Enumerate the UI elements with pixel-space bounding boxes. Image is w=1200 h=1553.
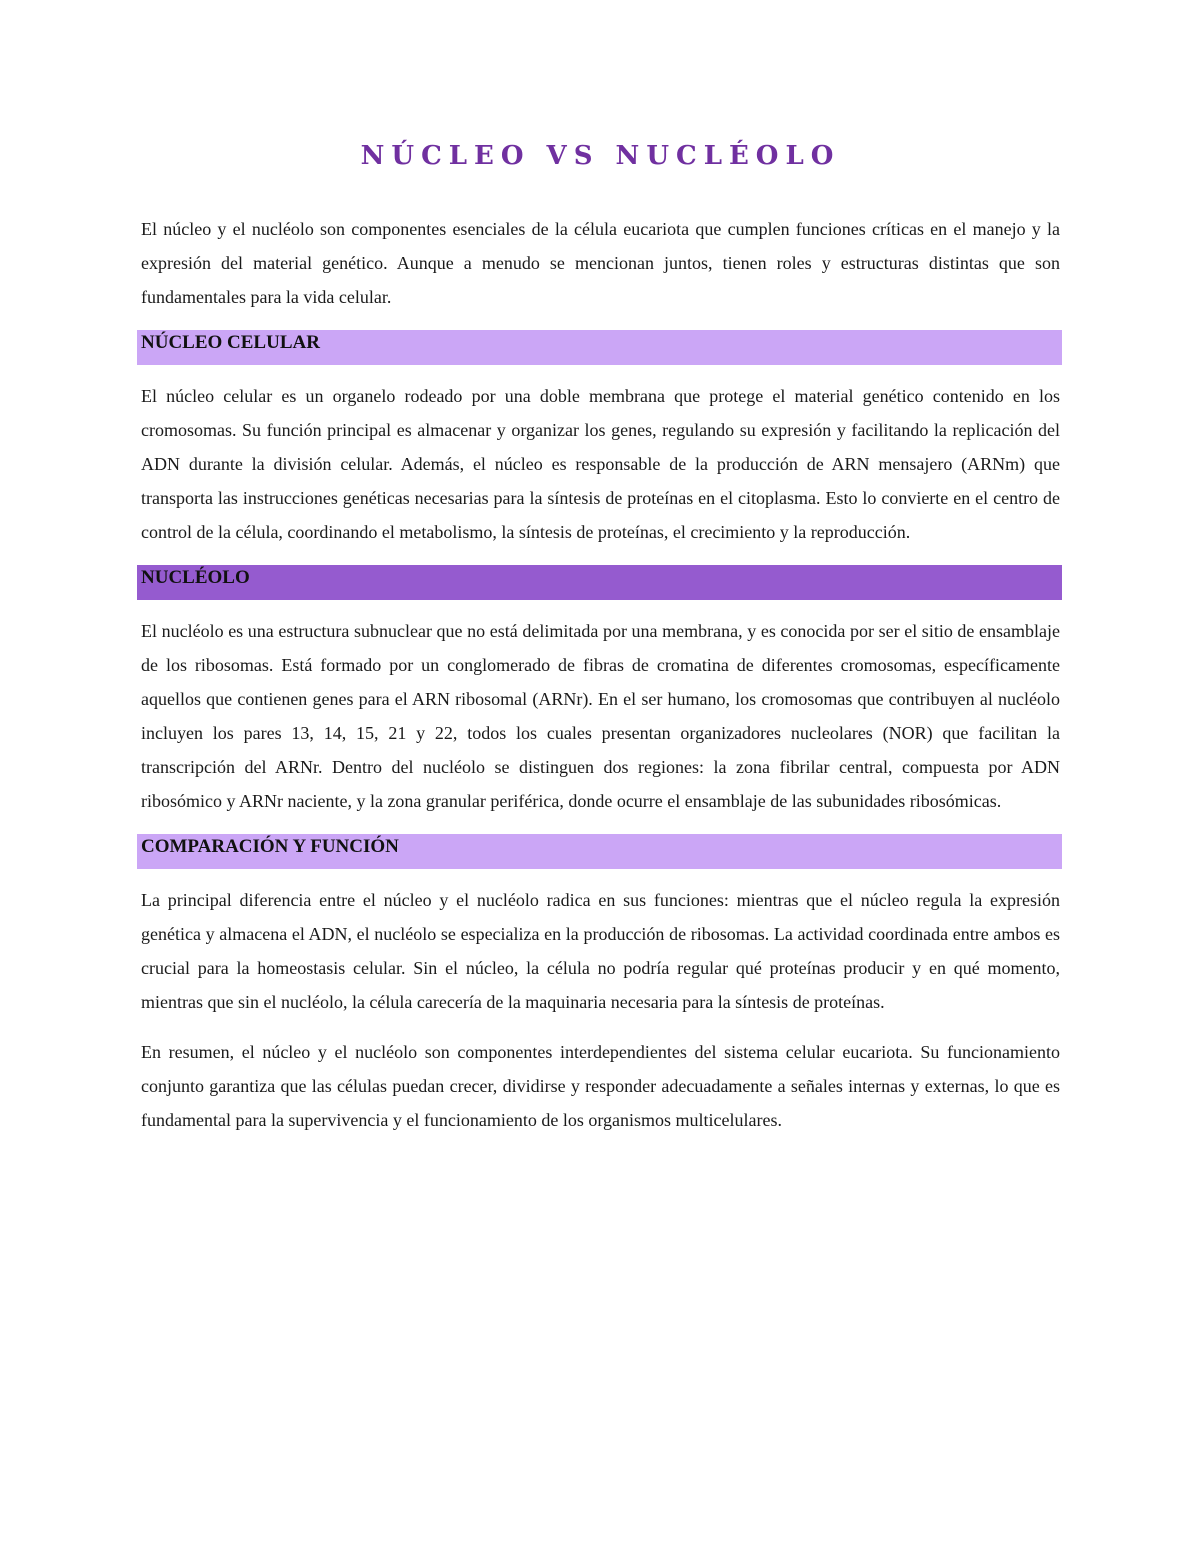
document-title: NÚCLEO VS NUCLÉOLO [360, 141, 841, 171]
section-heading-label: COMPARACIÓN Y FUNCIÓN [141, 836, 399, 857]
section-paragraph: En resumen, el núcleo y el nucléolo son componentes interdependientes del sistema celular eucariota. Su funcionamiento conjunto garantiza que las células puedan crecer, dividirse y responder adecuadamente a señales internas y externas, lo que es fundamental para la supervivencia y el funcionamiento de los organismos multicelulares. [141, 1042, 1060, 1130]
section-heading-label: NUCLÉOLO [141, 567, 250, 588]
document-body [139, 138, 1062, 1153]
section-heading-comparacion-y-funcion [137, 834, 1062, 869]
section-paragraph: El nucléolo es una estructura subnuclear que no está delimitada por una membrana, y es conocida por ser el sitio de ensamblaje de los ribosomas. Está formado por un conglomerado de fibras de cromatina de diferentes cromosomas, específicamente aquellos que contienen genes para el ARN ribosomal (ARNr). En el ser humano, los cromosomas que contribuyen al nucléolo incluyen los pares 13, 14, 15, 21 y 22, todos los cuales presentan organizadores nucleolares (NOR) que facilitan la transcripción del ARNr. Dentro del nucléolo se distinguen dos regiones: la zona fibrilar central, compuesta por ADN ribosómico y ARNr naciente, y la zona granular periférica, donde ocurre el ensamblaje de las subunidades ribosómicas. [141, 621, 1060, 811]
section-paragraph: El núcleo celular es un organelo rodeado por una doble membrana que protege el material genético contenido en los cromosomas. Su función principal es almacenar y organizar los genes, regulando su expresión y facilitando la replicación del ADN durante la división celular. Además, el núcleo es responsable de la producción de ARN mensajero (ARNm) que transporta las instrucciones genéticas necesarias para la síntesis de proteínas en el citoplasma. Esto lo convierte en el centro de control de la célula, coordinando el metabolismo, la síntesis de proteínas, el crecimiento y la reproducción. [141, 386, 1060, 542]
intro-paragraph: El núcleo y el nucléolo son componentes esenciales de la célula eucariota que cumplen funciones críticas en el manejo y la expresión del material genético. Aunque a menudo se mencionan juntos, tienen roles y estructuras distintas que son fundamentales para la vida celular. [141, 219, 1060, 307]
section-paragraph: La principal diferencia entre el núcleo y el nucléolo radica en sus funciones: mientras que el núcleo regula la expresión genética y almacena el ADN, el nucléolo se especializa en la producción de ribosomas. La actividad coordinada entre ambos es crucial para la homeostasis celular. Sin el núcleo, la célula no podría regular qué proteínas producir y en qué momento, mientras que sin el nucléolo, la célula carecería de la maquinaria necesaria para la síntesis de proteínas. [141, 890, 1060, 1012]
section-heading-nucleolo [137, 565, 1062, 600]
section-heading-label: NÚCLEO CELULAR [141, 332, 320, 353]
section-heading-nucleo-celular [137, 330, 1062, 365]
